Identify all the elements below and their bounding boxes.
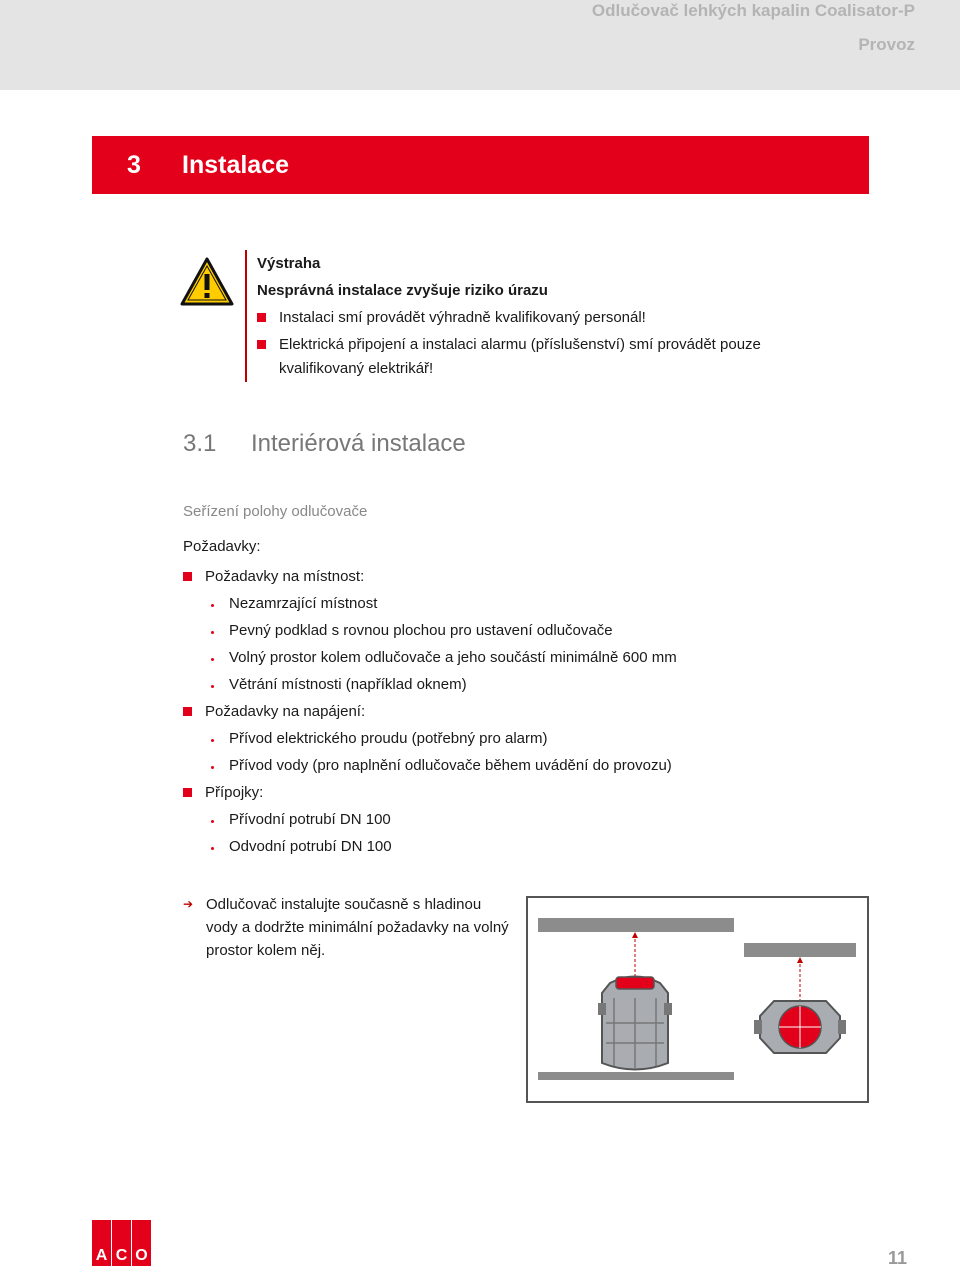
chapter-heading	[92, 136, 869, 194]
section-title: Interiérová instalace	[251, 430, 466, 457]
requirement-item: Přívod elektrického proudu (potřebný pro alarm)	[183, 725, 843, 752]
warning-box	[245, 250, 805, 382]
requirement-group: Přípojky:	[183, 779, 843, 806]
requirement-item: Odvodní potrubí DN 100	[183, 833, 843, 860]
document-subtitle: Provoz	[858, 35, 915, 54]
warning-subheading: Nesprávná instalace zvyšuje riziko úrazu	[257, 282, 548, 299]
ceiling-bar-left	[538, 918, 734, 932]
warning-icon	[180, 257, 234, 312]
warning-heading: Výstraha	[257, 255, 321, 272]
instruction-text: Odlučovač instalujte současně s hladinou vody a dodržte minimální požadavky na volný prostor kolem něj.	[206, 896, 509, 959]
requirement-item: Přívod vody (pro naplnění odlučovače během uvádění do provozu)	[183, 752, 843, 779]
logo-letter-o: O	[135, 1247, 148, 1264]
section-heading	[183, 430, 466, 458]
requirement-item: Pevný podklad s rovnou plochou pro ustavení odlučovače	[183, 617, 843, 644]
requirement-item: Nezamrzající místnost	[183, 590, 843, 617]
instruction	[183, 893, 513, 962]
section-number: 3.1	[183, 430, 217, 457]
requirement-item: Větrání místnosti (například oknem)	[183, 671, 843, 698]
subsection-title: Seřízení polohy odlučovače	[183, 503, 368, 520]
clearance-arrow-left	[632, 932, 638, 938]
aco-logo	[92, 1220, 152, 1273]
ceiling-bar-right	[744, 943, 856, 957]
document-title: Odlučovač lehkých kapalin Coalisator-P	[591, 1, 915, 20]
chapter-title: Instalace	[182, 150, 290, 179]
warning-item: Instalaci smí provádět výhradně kvalifikovaný personál!	[257, 304, 805, 331]
page-header	[0, 0, 960, 90]
logo-letter-a: A	[95, 1247, 108, 1264]
requirement-group: Požadavky na napájení:	[183, 698, 843, 725]
requirement-item: Přívodní potrubí DN 100	[183, 806, 843, 833]
requirement-group: Požadavky na místnost:	[183, 563, 843, 590]
separator-cover	[616, 977, 654, 989]
chapter-number: 3	[127, 150, 141, 179]
page-number: 11	[888, 1248, 908, 1268]
clearance-arrow-right	[797, 957, 803, 963]
floor-bar	[538, 1072, 734, 1080]
warning-item: Elektrická připojení a instalaci alarmu (příslušenství) smí provádět pouze kvalifikovaný elektrikář!	[257, 331, 805, 381]
arrow-right-icon: ➔	[183, 897, 194, 911]
installation-diagram	[526, 896, 869, 1103]
requirements-list	[183, 563, 843, 860]
requirement-item: Volný prostor kolem odlučovače a jeho součástí minimálně 600 mm	[183, 644, 843, 671]
requirements-label: Požadavky:	[183, 538, 261, 555]
logo-letter-c: C	[115, 1247, 128, 1264]
